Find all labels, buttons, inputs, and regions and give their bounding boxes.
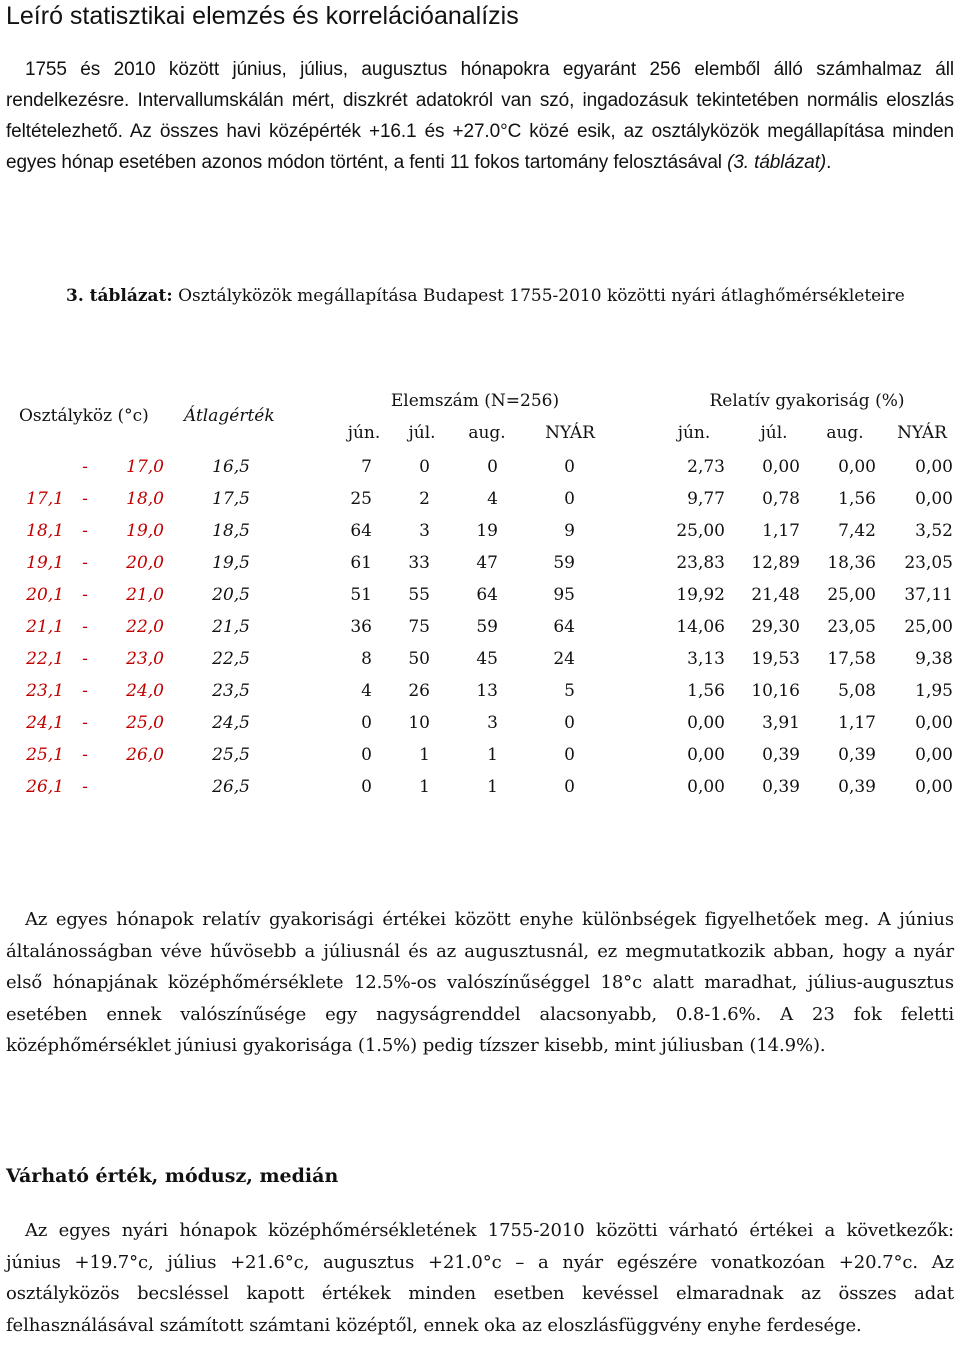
count-cell: 0 [564, 777, 575, 797]
relative-cell: 0,00 [762, 457, 800, 477]
intro-paragraph [6, 54, 954, 178]
class-dash: - [82, 745, 88, 765]
class-from: 19,1 [26, 553, 64, 573]
mean-value: 23,5 [212, 681, 250, 701]
class-to: 18,0 [126, 489, 164, 509]
relative-cell: 0,00 [915, 713, 953, 733]
count-cell: 8 [361, 649, 372, 669]
document-title: Leíró statisztikai elemzés és korrelációanalízis [6, 2, 519, 30]
relative-cell: 25,00 [904, 617, 953, 637]
relative-cell: 0,00 [838, 457, 876, 477]
mean-value: 24,5 [212, 713, 250, 733]
count-cell: 19 [476, 521, 498, 541]
relative-cell: 12,89 [751, 553, 800, 573]
count-cell: 4 [361, 681, 372, 701]
count-cell: 55 [408, 585, 430, 605]
count-cell: 0 [564, 745, 575, 765]
paragraph-relative-frequencies: Az egyes hónapok relatív gyakorisági értékei között enyhe különbségek figyelhetőek meg. A június általánosságban véve hűvösebb a júliusnál és az augusztusnál, ez megmutatkozik abban, hogy a nyár első hónapjának középhőmérséklete 12.5%-os valószínűséggel 18°c alatt maradhat, július-augusztus esetében ennek valószínűsége egy nagyságrenddel alacsonyabb, 0.8-1.6%. A 23 fok feletti középhőmérséklet júniusi gyakorisága (1.5%) pedig tízszer kisebb, mint júliusban (14.9%). [6, 909, 954, 1056]
mean-value: 16,5 [212, 457, 250, 477]
relative-cell: 17,58 [827, 649, 876, 669]
count-cell: 0 [361, 745, 372, 765]
count-cell: 10 [408, 713, 430, 733]
count-cell: 0 [564, 489, 575, 509]
count-cell: 51 [350, 585, 372, 605]
count-cell: 64 [476, 585, 498, 605]
mean-value: 26,5 [212, 777, 250, 797]
count-cell: 59 [476, 617, 498, 637]
table-reference: (3. táblázat) [727, 152, 827, 173]
count-cell: 1 [419, 745, 430, 765]
count-cell: 61 [350, 553, 372, 573]
class-to: 24,0 [126, 681, 164, 701]
table-caption-label: 3. táblázat: [66, 286, 173, 306]
relative-cell: 0,39 [762, 745, 800, 765]
relative-cell: 0,78 [762, 489, 800, 509]
mean-value: 25,5 [212, 745, 250, 765]
class-dash: - [82, 553, 88, 573]
relative-cell: 23,05 [827, 617, 876, 637]
relative-cell: 0,00 [915, 457, 953, 477]
relative-cell: 14,06 [676, 617, 725, 637]
subheader-rel-0: jún. [677, 423, 711, 443]
count-cell: 1 [487, 777, 498, 797]
relative-cell: 9,38 [915, 649, 953, 669]
relative-cell: 19,92 [676, 585, 725, 605]
subheader-rel-3: NYÁR [897, 423, 947, 443]
class-from: 24,1 [26, 713, 64, 733]
class-to: 25,0 [126, 713, 164, 733]
mean-value: 22,5 [212, 649, 250, 669]
relative-cell: 1,95 [915, 681, 953, 701]
relative-cell: 1,56 [687, 681, 725, 701]
paragraph-expected-values: Az egyes nyári hónapok középhőmérsékletének 1755-2010 közötti várható értékei a következők: június +19.7°c, július +21.6°c, augusztus +21.0°c – a nyár egészére vonatkozóan +20.7°c. Az osztályközös becsléssel kapott értékek minden esetben kevéssel elmaradnak az összes adat felhasználásával számított számtani középtől, ennek oka az eloszlásfüggvény enyhe ferdesége. [6, 1220, 954, 1336]
count-cell: 25 [350, 489, 372, 509]
class-from: 20,1 [26, 585, 64, 605]
count-cell: 9 [564, 521, 575, 541]
relative-cell: 0,39 [838, 777, 876, 797]
relative-cell: 10,16 [751, 681, 800, 701]
relative-cell: 25,00 [827, 585, 876, 605]
relative-cell: 7,42 [838, 521, 876, 541]
count-cell: 1 [419, 777, 430, 797]
table-caption-text: Osztályközök megállapítása Budapest 1755-2010 közötti nyári átlaghőmérsékleteire [172, 286, 905, 306]
relative-cell: 0,39 [838, 745, 876, 765]
class-from: 18,1 [26, 521, 64, 541]
relative-cell: 23,05 [904, 553, 953, 573]
class-dash: - [82, 617, 88, 637]
intro-end: . [826, 152, 832, 173]
class-from: 17,1 [26, 489, 64, 509]
relative-cell: 0,00 [687, 777, 725, 797]
count-cell: 5 [564, 681, 575, 701]
relative-cell: 3,91 [762, 713, 800, 733]
mean-value: 21,5 [212, 617, 250, 637]
mean-value: 18,5 [212, 521, 250, 541]
count-cell: 2 [419, 489, 430, 509]
mean-value: 20,5 [212, 585, 250, 605]
relative-cell: 0,00 [915, 777, 953, 797]
relative-cell: 0,39 [762, 777, 800, 797]
count-cell: 75 [408, 617, 430, 637]
count-cell: 64 [553, 617, 575, 637]
relative-cell: 19,53 [751, 649, 800, 669]
relative-cell: 37,11 [904, 585, 953, 605]
class-dash: - [82, 649, 88, 669]
class-dash: - [82, 521, 88, 541]
class-dash: - [82, 713, 88, 733]
count-cell: 33 [408, 553, 430, 573]
count-cell: 13 [476, 681, 498, 701]
relative-cell: 21,48 [751, 585, 800, 605]
intro-text: 1755 és 2010 között június, július, augusztus hónapokra egyaránt 256 elemből álló számhalmaz áll rendelkezésre. Intervallumskálán mért, diszkrét adatokról van szó, ingadozásuk tekintetében normális eloszlás feltételezhető. Az összes havi középérték +16.1 és +27.0°C közé esik, az osztályközök megállapítása minden egyes hónap esetében azonos módon történt, a fenti 11 fokos tartomány felosztásával [6, 59, 954, 173]
class-dash: - [82, 585, 88, 605]
count-cell: 50 [408, 649, 430, 669]
header-mean: Átlagérték [184, 406, 275, 426]
count-cell: 36 [350, 617, 372, 637]
section-title: Várható érték, módusz, medián [6, 1165, 339, 1187]
count-cell: 3 [419, 521, 430, 541]
count-cell: 95 [553, 585, 575, 605]
relative-cell: 29,30 [751, 617, 800, 637]
relative-cell: 25,00 [676, 521, 725, 541]
mean-value: 19,5 [212, 553, 250, 573]
count-cell: 1 [487, 745, 498, 765]
relative-cell: 2,73 [687, 457, 725, 477]
count-cell: 0 [361, 713, 372, 733]
count-cell: 0 [564, 713, 575, 733]
relative-cell: 1,17 [762, 521, 800, 541]
class-dash: - [82, 681, 88, 701]
class-from: 21,1 [26, 617, 64, 637]
relative-cell: 1,17 [838, 713, 876, 733]
class-to: 17,0 [126, 457, 164, 477]
count-cell: 26 [408, 681, 430, 701]
relative-cell: 3,13 [687, 649, 725, 669]
relative-cell: 0,00 [915, 489, 953, 509]
relative-cell: 23,83 [676, 553, 725, 573]
class-from: 26,1 [26, 777, 64, 797]
relative-cell: 18,36 [827, 553, 876, 573]
table-caption [66, 283, 905, 309]
subheader-count-1: júl. [408, 423, 436, 443]
class-to: 20,0 [126, 553, 164, 573]
class-dash: - [82, 457, 88, 477]
class-to: 26,0 [126, 745, 164, 765]
count-cell: 45 [476, 649, 498, 669]
count-cell: 0 [361, 777, 372, 797]
class-from: 22,1 [26, 649, 64, 669]
class-to: 23,0 [126, 649, 164, 669]
header-count-group: Elemszám (N=256) [390, 391, 560, 411]
subheader-count-0: jún. [347, 423, 381, 443]
header-relative-group: Relatív gyakoriság (%) [709, 391, 905, 411]
subheader-count-2: aug. [468, 423, 506, 443]
class-to: 19,0 [126, 521, 164, 541]
subheader-count-3: NYÁR [545, 423, 595, 443]
relative-cell: 9,77 [687, 489, 725, 509]
header-class-interval: Osztályköz (°c) [19, 406, 149, 426]
relative-cell: 0,00 [687, 713, 725, 733]
class-dash: - [82, 489, 88, 509]
count-cell: 0 [487, 457, 498, 477]
class-dash: - [82, 777, 88, 797]
relative-cell: 0,00 [687, 745, 725, 765]
relative-cell: 3,52 [915, 521, 953, 541]
relative-cell: 1,56 [838, 489, 876, 509]
count-cell: 4 [487, 489, 498, 509]
count-cell: 3 [487, 713, 498, 733]
count-cell: 7 [361, 457, 372, 477]
class-from: 23,1 [26, 681, 64, 701]
subheader-rel-2: aug. [826, 423, 864, 443]
count-cell: 47 [476, 553, 498, 573]
count-cell: 0 [564, 457, 575, 477]
count-cell: 64 [350, 521, 372, 541]
count-cell: 24 [553, 649, 575, 669]
class-to: 21,0 [126, 585, 164, 605]
relative-cell: 0,00 [915, 745, 953, 765]
mean-value: 17,5 [212, 489, 250, 509]
class-to: 22,0 [126, 617, 164, 637]
subheader-rel-1: júl. [760, 423, 788, 443]
count-cell: 59 [553, 553, 575, 573]
relative-cell: 5,08 [838, 681, 876, 701]
class-from: 25,1 [26, 745, 64, 765]
count-cell: 0 [419, 457, 430, 477]
